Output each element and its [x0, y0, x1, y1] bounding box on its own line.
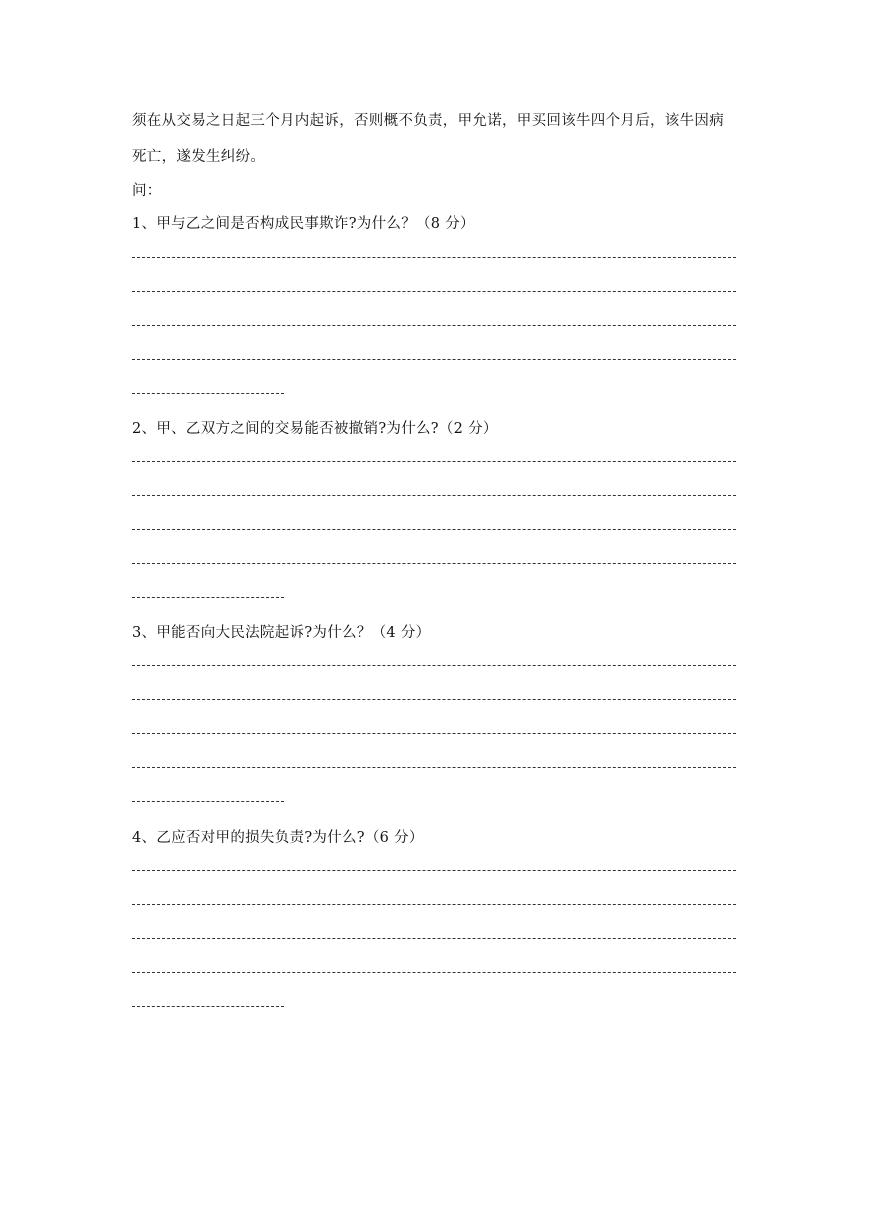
answer-line-end[interactable]	[132, 1006, 284, 1007]
question-4: 4、乙应否对甲的损失负责?为什么?（6 分）	[132, 830, 424, 846]
answer-line[interactable]	[132, 495, 736, 496]
answer-line[interactable]	[132, 972, 736, 973]
answer-line[interactable]	[132, 870, 736, 871]
answer-line[interactable]	[132, 767, 736, 768]
intro-line-1: 须在从交易之日起三个月内起诉，否则概不负责，甲允诺，甲买回该牛四个月后，该牛因病	[132, 113, 724, 129]
ask-label: 问：	[132, 183, 162, 199]
answer-line[interactable]	[132, 529, 736, 530]
answer-line[interactable]	[132, 938, 736, 939]
intro-line-2: 死亡，遂发生纠纷。	[132, 149, 266, 165]
question-3: 3、甲能否向大民法院起诉?为什么？（4 分）	[132, 625, 431, 641]
answer-line-end[interactable]	[132, 597, 284, 598]
question-1: 1、甲与乙之间是否构成民事欺诈?为什么？（8 分）	[132, 216, 475, 232]
answer-line[interactable]	[132, 665, 736, 666]
answer-line[interactable]	[132, 257, 736, 258]
answer-line[interactable]	[132, 563, 736, 564]
answer-line[interactable]	[132, 699, 736, 700]
answer-line[interactable]	[132, 291, 736, 292]
answer-line[interactable]	[132, 325, 736, 326]
answer-line[interactable]	[132, 733, 736, 734]
answer-line-end[interactable]	[132, 801, 284, 802]
answer-line[interactable]	[132, 359, 736, 360]
answer-line[interactable]	[132, 461, 736, 462]
question-2: 2、甲、乙双方之间的交易能否被撤销?为什么?（2 分）	[132, 421, 498, 437]
answer-line[interactable]	[132, 904, 736, 905]
answer-line-end[interactable]	[132, 393, 284, 394]
